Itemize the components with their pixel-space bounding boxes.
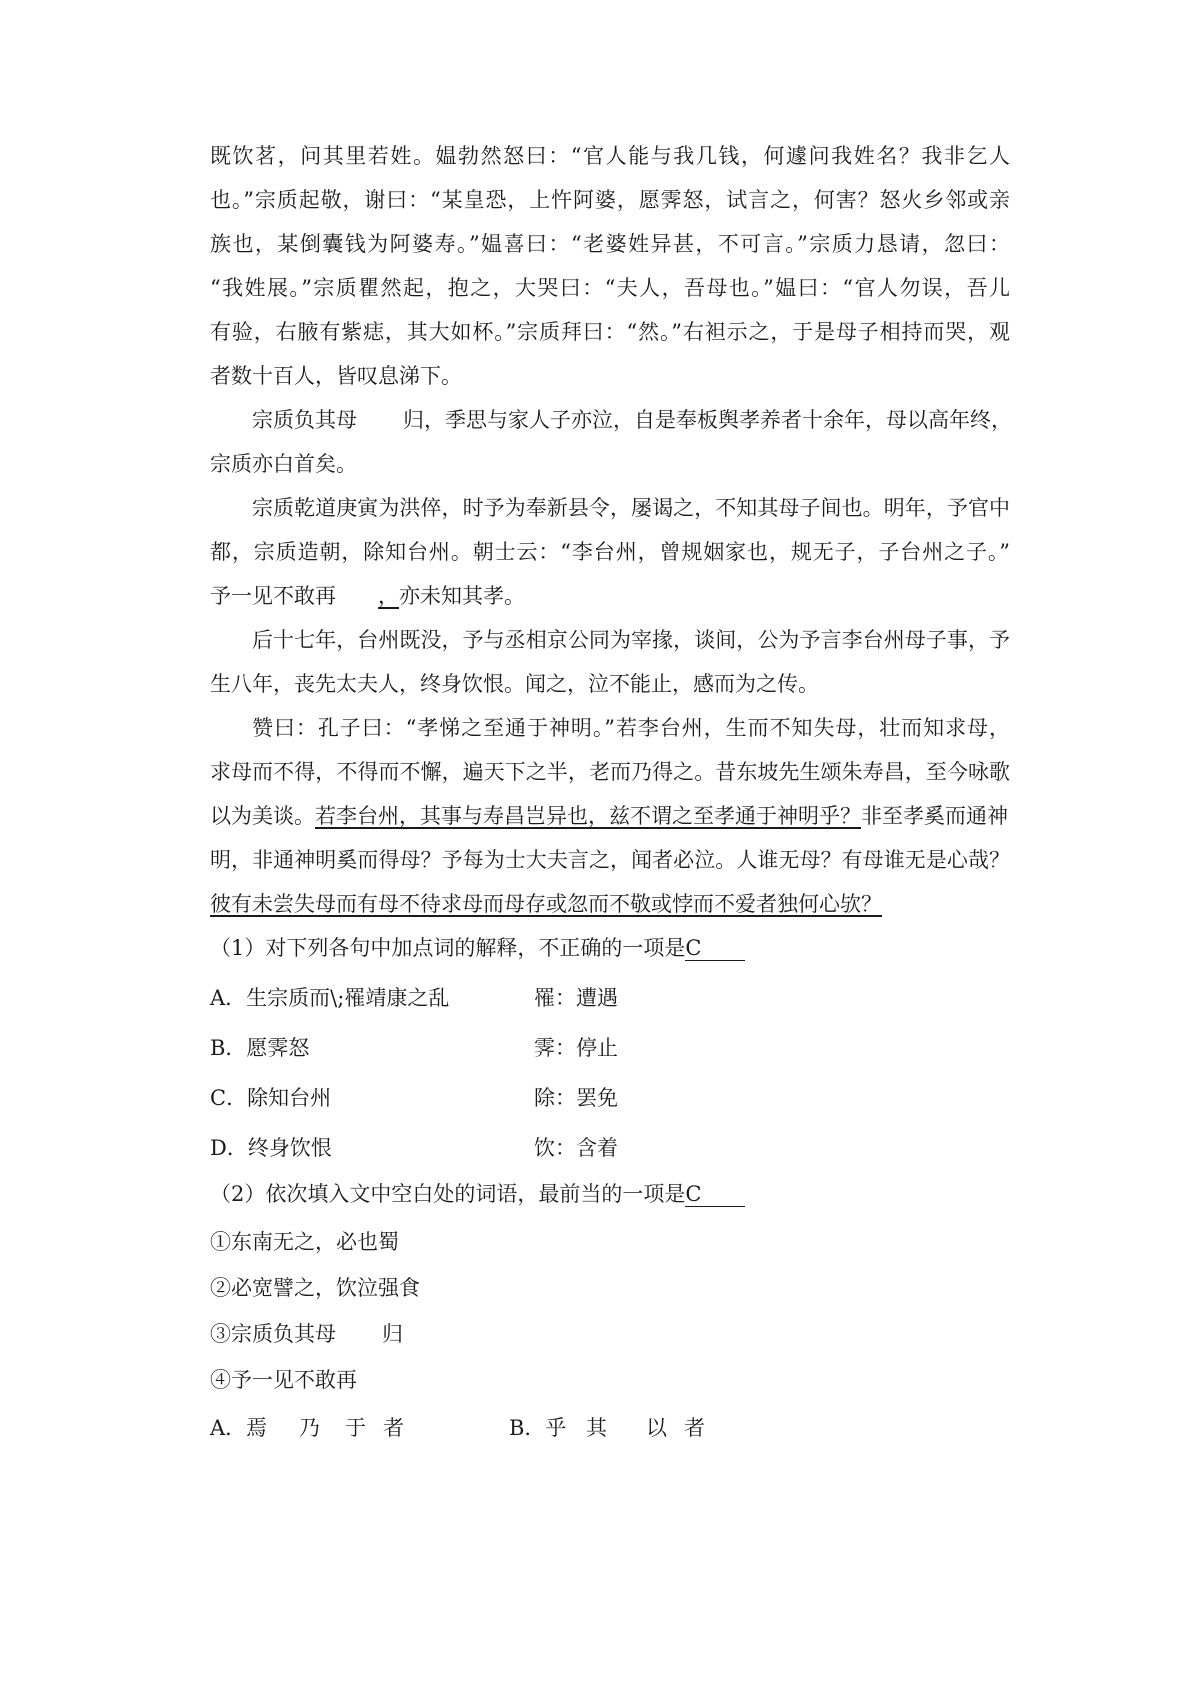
option-b: B．愿霁怒: [210, 1036, 310, 1060]
item-text: 归: [382, 1322, 403, 1346]
answer-blank: C: [685, 936, 745, 961]
passage-line: 生八年，丧先太夫人，终身饮恨。闻之，泣不能止，感而为之传。: [210, 672, 819, 696]
passage-line: 宗质亦白首矣。: [210, 452, 357, 476]
passage-line: 者数十百人，皆叹息涕下。: [210, 364, 462, 388]
passage-line: [210, 802, 1010, 830]
passage-line: 求母而不得，不得而不懈，遍天下之半，老而乃得之。昔东坡先生颂朱寿昌，至今咏歌: [210, 760, 1010, 784]
option-a: A．生宗质而\;罹靖康之乱: [210, 986, 450, 1010]
option-d: D．终身饮恨: [210, 1136, 332, 1160]
blank-item-3: [210, 1320, 1010, 1348]
passage-line: 也。”宗质起敬，谢曰：“某皇恐，上忤阿婆，愿霁怒，试言之，何害？怒火乡邻或亲: [210, 188, 1010, 212]
passage-text: 非至孝奚而通神: [861, 804, 1008, 828]
question-text: （1）对下列各句中加点词的解释，不正确的一项是: [210, 936, 686, 960]
choice-b-word-3: 以: [646, 1416, 667, 1440]
underlined-sentence: 若李台州，其事与寿昌岂异也，兹不谓之至孝通于神明乎？: [315, 804, 861, 828]
passage-text: 归，季思与家人子亦泣，自是奉板舆孝养者十余年，母以高年终，: [403, 408, 1012, 432]
passage-line: 赞曰：孔子曰：“孝悌之至通于神明。”若李台州，生而不知失母，壮而知求母，: [252, 716, 1010, 740]
choice-a-word-4: 者: [383, 1416, 404, 1440]
option-d-gloss: 饮：含着: [534, 1136, 618, 1160]
question-1-stem: [210, 934, 1010, 962]
option-b-gloss: 霁：停止: [534, 1036, 618, 1060]
option-a-gloss: 罹：遭遇: [534, 986, 618, 1010]
question-2-stem: [210, 1180, 1010, 1208]
choice-a-word-1: A．焉: [210, 1416, 268, 1440]
passage-line: “我姓展。”宗质瞿然起，抱之，大哭曰：“夫人，吾母也。”媪曰：“官人勿误，吾儿: [210, 276, 1010, 300]
choice-a-word-2: 乃: [299, 1416, 320, 1440]
passage-line: 后十七年，台州既没，予与丞相京公同为宰掾，谈间，公为予言李台州母子事，予: [252, 628, 1010, 652]
passage-text: 亦未知其孝。: [399, 584, 525, 608]
passage-line: 有验，右腋有紫痣，其大如杯。”宗质拜曰：“然。”右袒示之，于是母子相持而哭，观: [210, 320, 1010, 344]
passage-line: 宗质乾道庚寅为洪倅，时予为奉新县令，屡谒之，不知其母子间也。明年，予官中: [252, 496, 1010, 520]
item-text: ③宗质负其母: [210, 1322, 336, 1346]
passage-line: 明，非通神明奚而得母？予每为士大夫言之，闻者必泣。人谁无母？有母谁无是心哉？: [210, 848, 1010, 872]
passage-line: [252, 406, 1010, 434]
choice-b-word-1: B．乎: [509, 1416, 567, 1440]
passage-text: 宗质负其母: [252, 408, 357, 432]
option-c-gloss: 除：罢免: [534, 1086, 618, 1110]
passage-text: ，: [378, 584, 399, 608]
passage-line: 族也，某倒囊钱为阿婆寿。”媪喜曰：“老婆姓异甚，不可言。”宗质力恳请，忽曰：: [210, 232, 1010, 256]
blank-item-2: ②必宽譬之，饮泣强食: [210, 1276, 420, 1300]
passage-text: 以为美谈。: [210, 804, 315, 828]
blank-item-4: ④予一见不敢再: [210, 1368, 357, 1392]
passage-line: 既饮茗，问其里若姓。媪勃然怒曰：“官人能与我几钱，何遽问我姓名？我非乞人: [210, 144, 1010, 168]
question-text: （2）依次填入文中空白处的词语，最前当的一项是: [210, 1182, 686, 1206]
choice-b-word-4: 者: [684, 1416, 705, 1440]
passage-line: 都，宗质造朝，除知台州。朝士云：“李台州，曾规姻家也，规无子，子台州之子。”: [210, 540, 1010, 564]
option-c: C．除知台州: [210, 1086, 332, 1110]
underlined-sentence: 彼有未尝失母而有母不待求母而母存或忽而不敬或悖而不爱者独何心欤？: [210, 892, 882, 916]
blank-item-1: ①东南无之，必也蜀: [210, 1230, 399, 1254]
passage-line: [210, 582, 1010, 610]
answer-blank: C: [685, 1182, 745, 1207]
passage-text: 予一见不敢再: [210, 584, 336, 608]
choice-a-word-3: 于: [345, 1416, 366, 1440]
choice-b-word-2: 其: [586, 1416, 607, 1440]
